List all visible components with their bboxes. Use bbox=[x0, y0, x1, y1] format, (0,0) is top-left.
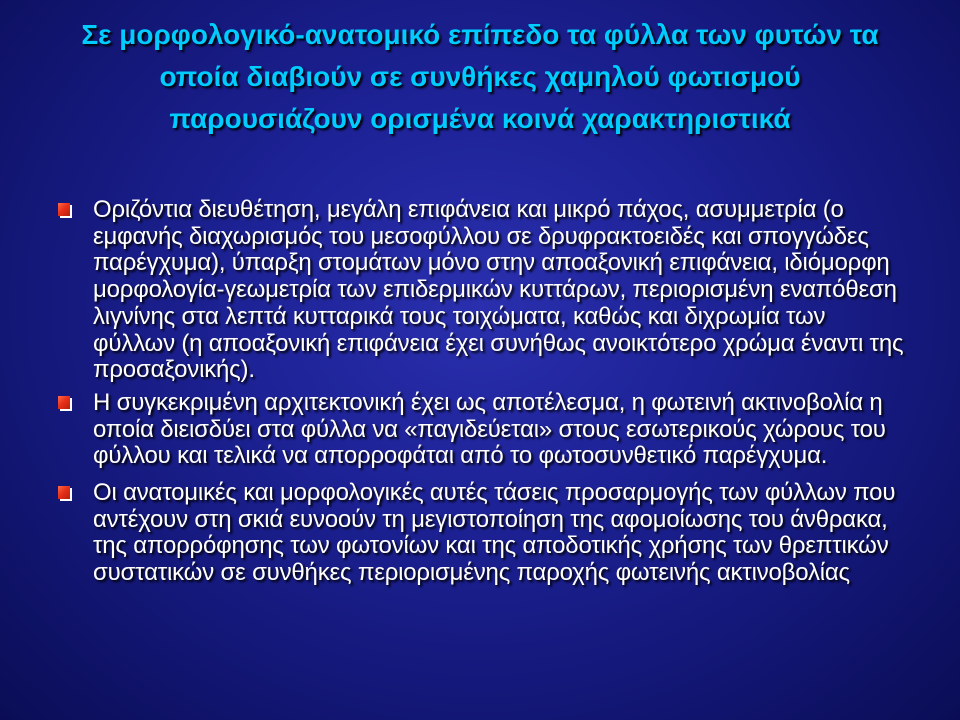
bullet-text-1: Οριζόντια διευθέτηση, μεγάλη επιφάνεια και μικρό πάχος, ασυμμετρία (ο εμφανής διαχωρισμός του μεσοφύλλου σε δρυφρακτοειδές και σπογγώδες παρέγχυμα), ύπαρξη στομάτων μόνο στην αποαξονική επιφάνεια, ιδιόμορφη μορφολογία-γεωμετρία των επιδερμικών κυττάρων, περιορισμένη εναπόθεση λιγνίνης στα λεπτά κυτταρικά τους τοιχώματα, καθώς και διχρωμία των φύλλων (η αποαξονική επιφάνεια έχει συνήθως ανοικτότερο χρώμα έναντι της προσαξονικής). bbox=[93, 196, 904, 384]
square-bullet-icon bbox=[58, 486, 70, 499]
bullet-item-1 bbox=[58, 197, 908, 384]
square-bullet-icon bbox=[58, 396, 70, 409]
bullet-text-2: Η συγκεκριμένη αρχιτεκτονική έχει ως αποτέλεσμα, η φωτεινή ακτινοβολία η οποία διεισδύει στα φύλλα να «παγιδεύεται» στους εσωτερικούς χώρους του φύλλου και τελικά να απορροφάται από το φωτοσυνθετικό παρέγχυμα. bbox=[93, 388, 886, 470]
slide-title: Σε μορφολογικό-ανατομικό επίπεδο τα φύλλα των φυτών τα οποία διαβιούν σε συνθήκες χαμηλού φωτισμού παρουσιάζουν ορισμένα κοινά χαρακτηριστικά bbox=[81, 19, 879, 134]
bullet-text-3: Οι ανατομικές και μορφολογικές αυτές τάσεις προσαρμογής των φύλλων που αντέχουν στη σκιά ευνοούν τη μεγιστοποίηση της αφομοίωσης του άνθρακα, της απορρόφησης των φωτονίων και της αποδοτικής χρήσης των θρεπτικών συστατικών σε συνθήκες περιορισμένης παροχής φωτεινής ακτινοβολίας bbox=[93, 479, 896, 587]
bullet-item-2 bbox=[58, 390, 908, 470]
bullet-item-3 bbox=[58, 480, 908, 587]
square-bullet-icon bbox=[58, 203, 70, 216]
bullet-list bbox=[58, 197, 908, 587]
